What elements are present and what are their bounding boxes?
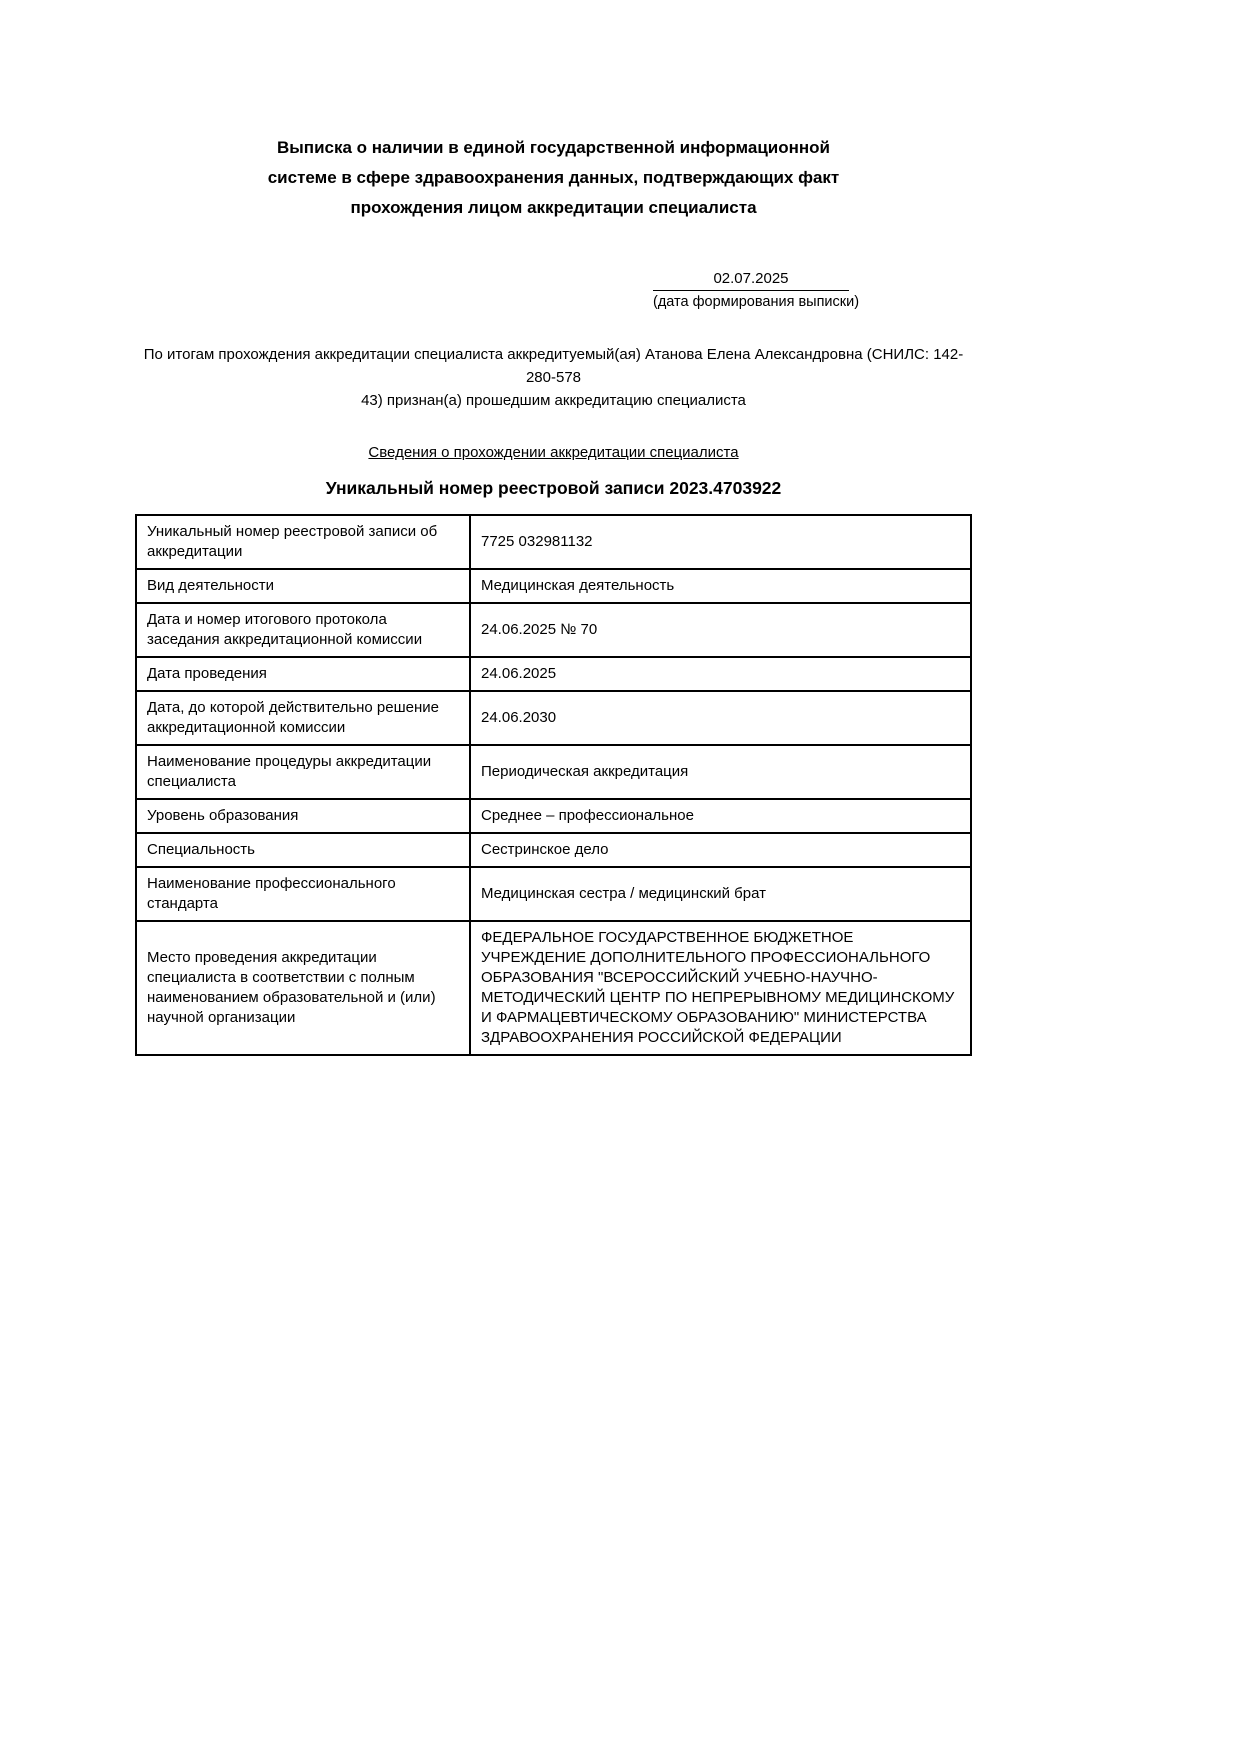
table-row (136, 603, 971, 657)
row-label: Специальность (136, 833, 470, 867)
document-page (135, 0, 972, 1056)
table-row (136, 799, 971, 833)
document-title (135, 133, 972, 223)
document-title-line: системе в сфере здравоохранения данных, подтверждающих факт (267, 168, 840, 187)
row-label: Уровень образования (136, 799, 470, 833)
table-row (136, 833, 971, 867)
accreditation-table (135, 514, 972, 1056)
row-value: 24.06.2025 № 70 (470, 603, 971, 657)
row-label: Наименование профессионального стандарта (136, 867, 470, 921)
intro-line: По итогам прохождения аккредитации специалиста аккредитуемый(ая) Атанова Елена Александровна (СНИЛС: 142-280-578 (143, 346, 964, 386)
row-value: Медицинская деятельность (470, 569, 971, 603)
table-row (136, 569, 971, 603)
row-value: 7725 032981132 (470, 515, 971, 569)
table-row (136, 691, 971, 745)
row-label: Дата и номер итогового протокола заседания аккредитационной комиссии (136, 603, 470, 657)
row-value: Сестринское дело (470, 833, 971, 867)
table-row (136, 515, 971, 569)
row-label: Дата, до которой действительно решение аккредитационной комиссии (136, 691, 470, 745)
document-title-line: прохождения лицом аккредитации специалиста (350, 198, 757, 217)
formation-date-caption: (дата формирования выписки) (653, 294, 860, 310)
row-value: Периодическая аккредитация (470, 745, 971, 799)
row-label: Уникальный номер реестровой записи об аккредитации (136, 515, 470, 569)
table-row (136, 657, 971, 691)
row-value: Медицинская сестра / медицинский брат (470, 867, 971, 921)
row-label: Вид деятельности (136, 569, 470, 603)
row-value: ФЕДЕРАЛЬНОЕ ГОСУДАРСТВЕННОЕ БЮДЖЕТНОЕ УЧРЕЖДЕНИЕ ДОПОЛНИТЕЛЬНОГО ПРОФЕССИОНАЛЬНОГО ОБРАЗОВАНИЯ "ВСЕРОССИЙСКИЙ УЧЕБНО-НАУЧНО-МЕТОДИЧЕСКИЙ ЦЕНТР ПО НЕПРЕРЫВНОМУ МЕДИЦИНСКОМУ И ФАРМАЦЕВТИЧЕСКОМУ ОБРАЗОВАНИЮ" МИНИСТЕРСТВА ЗДРАВООХРАНЕНИЯ РОССИЙСКОЙ ФЕДЕРАЦИИ (470, 921, 971, 1055)
record-number-heading: Уникальный номер реестровой записи 2023.4703922 (325, 478, 782, 498)
formation-date-block (653, 270, 860, 311)
formation-date: 02.07.2025 (653, 270, 849, 291)
table-row (136, 745, 971, 799)
row-value: 24.06.2025 (470, 657, 971, 691)
section-heading: Сведения о прохождении аккредитации специалиста (368, 444, 739, 461)
intro-line: 43) признан(а) прошедшим аккредитацию специалиста (361, 392, 746, 409)
row-value: Среднее – профессиональное (470, 799, 971, 833)
row-label: Наименование процедуры аккредитации специалиста (136, 745, 470, 799)
table-row (136, 921, 971, 1055)
row-value: 24.06.2030 (470, 691, 971, 745)
row-label: Дата проведения (136, 657, 470, 691)
row-label: Место проведения аккредитации специалиста в соответствии с полным наименованием образовательной и (или) научной организации (136, 921, 470, 1055)
document-title-line: Выписка о наличии в единой государственной информационной (277, 138, 830, 157)
table-row (136, 867, 971, 921)
intro-paragraph (135, 343, 972, 412)
